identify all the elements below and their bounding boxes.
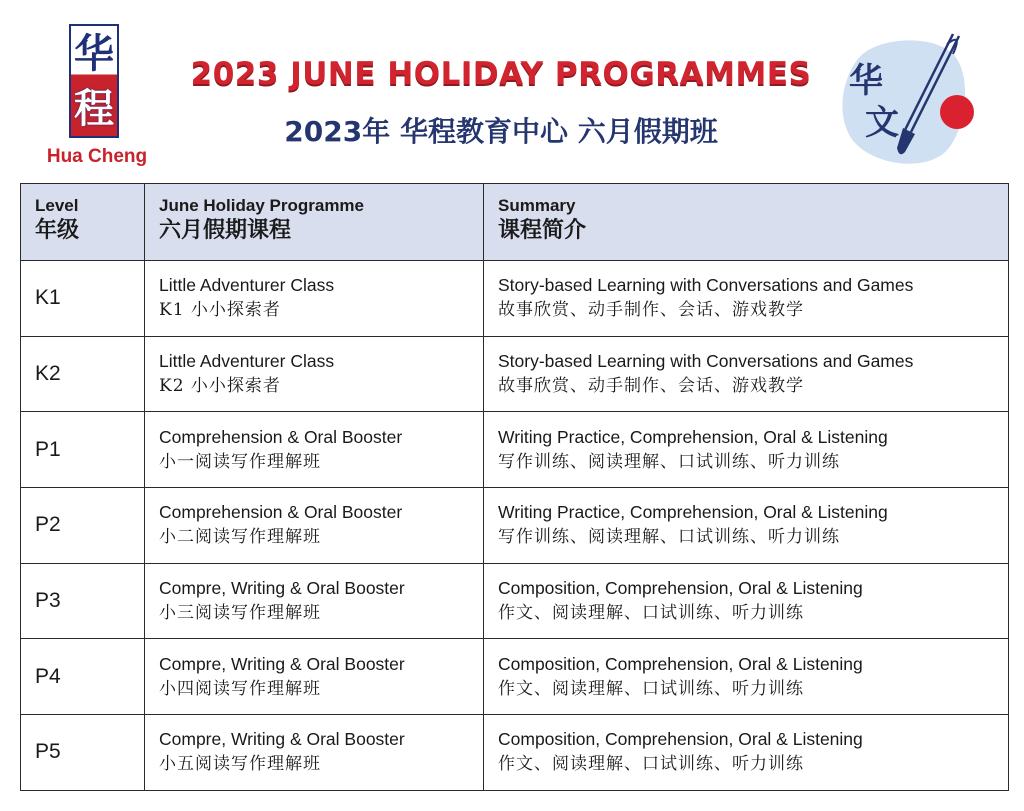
level-cell: K2 — [21, 336, 145, 412]
header-label-cn: 课程简介 — [498, 218, 587, 243]
header-level — [21, 184, 145, 261]
red-dot — [940, 95, 974, 129]
header-label-en: Level — [35, 196, 79, 215]
programme-name-en: Comprehension & Oral Booster — [159, 502, 403, 523]
table-row — [21, 563, 1009, 639]
programme-cell — [145, 261, 484, 337]
deco-char-wen: 文 — [865, 103, 899, 143]
summary-en: Writing Practice, Comprehension, Oral & Listening — [498, 502, 888, 523]
table-header-row — [21, 184, 1009, 261]
programme-name-cn: 小三阅读写作理解班 — [159, 603, 321, 624]
page-title-chinese: 2023年 华程教育中心 六月假期班 — [284, 115, 718, 148]
summary-en: Story-based Learning with Conversations and Games — [498, 275, 914, 296]
summary-en: Composition, Comprehension, Oral & Listening — [498, 653, 863, 674]
programme-name-cn: 小五阅读写作理解班 — [159, 754, 321, 775]
summary-cell — [484, 715, 1009, 791]
level-cell: P5 — [21, 715, 145, 791]
logo-mark — [69, 24, 119, 138]
summary-cn: 故事欣赏、动手制作、会话、游戏教学 — [498, 376, 804, 397]
programme-name-cn: K2 小小探索者 — [159, 376, 281, 397]
summary-en: Story-based Learning with Conversations and Games — [498, 351, 914, 372]
level-cell: P1 — [21, 412, 145, 488]
table-row — [21, 639, 1009, 715]
summary-cn: 作文、阅读理解、口试训练、听力训练 — [498, 603, 804, 624]
logo-char-bottom: 程 — [74, 84, 114, 132]
programme-name-en: Comprehension & Oral Booster — [159, 426, 403, 447]
header-summary — [484, 184, 1009, 261]
header-label-cn: 六月假期课程 — [159, 218, 292, 243]
programme-name-en: Compre, Writing & Oral Booster — [159, 653, 405, 674]
summary-en: Composition, Comprehension, Oral & Listening — [498, 578, 863, 599]
header-programme — [145, 184, 484, 261]
table-row — [21, 336, 1009, 412]
summary-cn: 写作训练、阅读理解、口试训练、听力训练 — [498, 451, 840, 472]
programme-cell — [145, 412, 484, 488]
programme-name-cn: 小一阅读写作理解班 — [159, 451, 321, 472]
summary-cn: 故事欣赏、动手制作、会话、游戏教学 — [498, 300, 804, 321]
table-row — [21, 715, 1009, 791]
level-cell: P2 — [21, 488, 145, 564]
programme-cell — [145, 336, 484, 412]
summary-cn: 写作训练、阅读理解、口试训练、听力训练 — [498, 527, 840, 548]
header-label-en: Summary — [498, 196, 576, 215]
summary-en: Composition, Comprehension, Oral & Listening — [498, 729, 863, 750]
level-cell: K1 — [21, 261, 145, 337]
summary-cell — [484, 639, 1009, 715]
table-row — [21, 261, 1009, 337]
logo-text: Hua Cheng — [46, 146, 148, 167]
level-cell: P3 — [21, 563, 145, 639]
summary-cell — [484, 261, 1009, 337]
summary-cn: 作文、阅读理解、口试训练、听力训练 — [498, 678, 804, 699]
programme-table — [20, 183, 1009, 791]
hua-cheng-logo — [38, 24, 156, 174]
programme-cell — [145, 563, 484, 639]
programme-name-en: Compre, Writing & Oral Booster — [159, 578, 405, 599]
summary-cn: 作文、阅读理解、口试训练、听力训练 — [498, 754, 804, 775]
header-label-en: June Holiday Programme — [159, 196, 365, 215]
programme-name-en: Compre, Writing & Oral Booster — [159, 729, 405, 750]
table-row — [21, 412, 1009, 488]
header-label-cn: 年级 — [35, 218, 80, 243]
programme-name-en: Little Adventurer Class — [159, 275, 335, 296]
brush-decoration — [835, 30, 985, 170]
summary-cell — [484, 412, 1009, 488]
logo-char-top: 华 — [74, 29, 114, 77]
programme-name-cn: 小二阅读写作理解班 — [159, 527, 321, 548]
programme-cell — [145, 715, 484, 791]
summary-en: Writing Practice, Comprehension, Oral & Listening — [498, 426, 888, 447]
programme-name-cn: K1 小小探索者 — [159, 300, 281, 321]
programme-name-cn: 小四阅读写作理解班 — [159, 678, 321, 699]
programme-cell — [145, 488, 484, 564]
page-title-english: 2023 JUNE HOLIDAY PROGRAMMES — [190, 56, 812, 92]
deco-char-hua: 华 — [849, 61, 883, 101]
programme-name-en: Little Adventurer Class — [159, 351, 335, 372]
summary-cell — [484, 563, 1009, 639]
table-row — [21, 488, 1009, 564]
summary-cell — [484, 488, 1009, 564]
summary-cell — [484, 336, 1009, 412]
programme-cell — [145, 639, 484, 715]
level-cell: P4 — [21, 639, 145, 715]
